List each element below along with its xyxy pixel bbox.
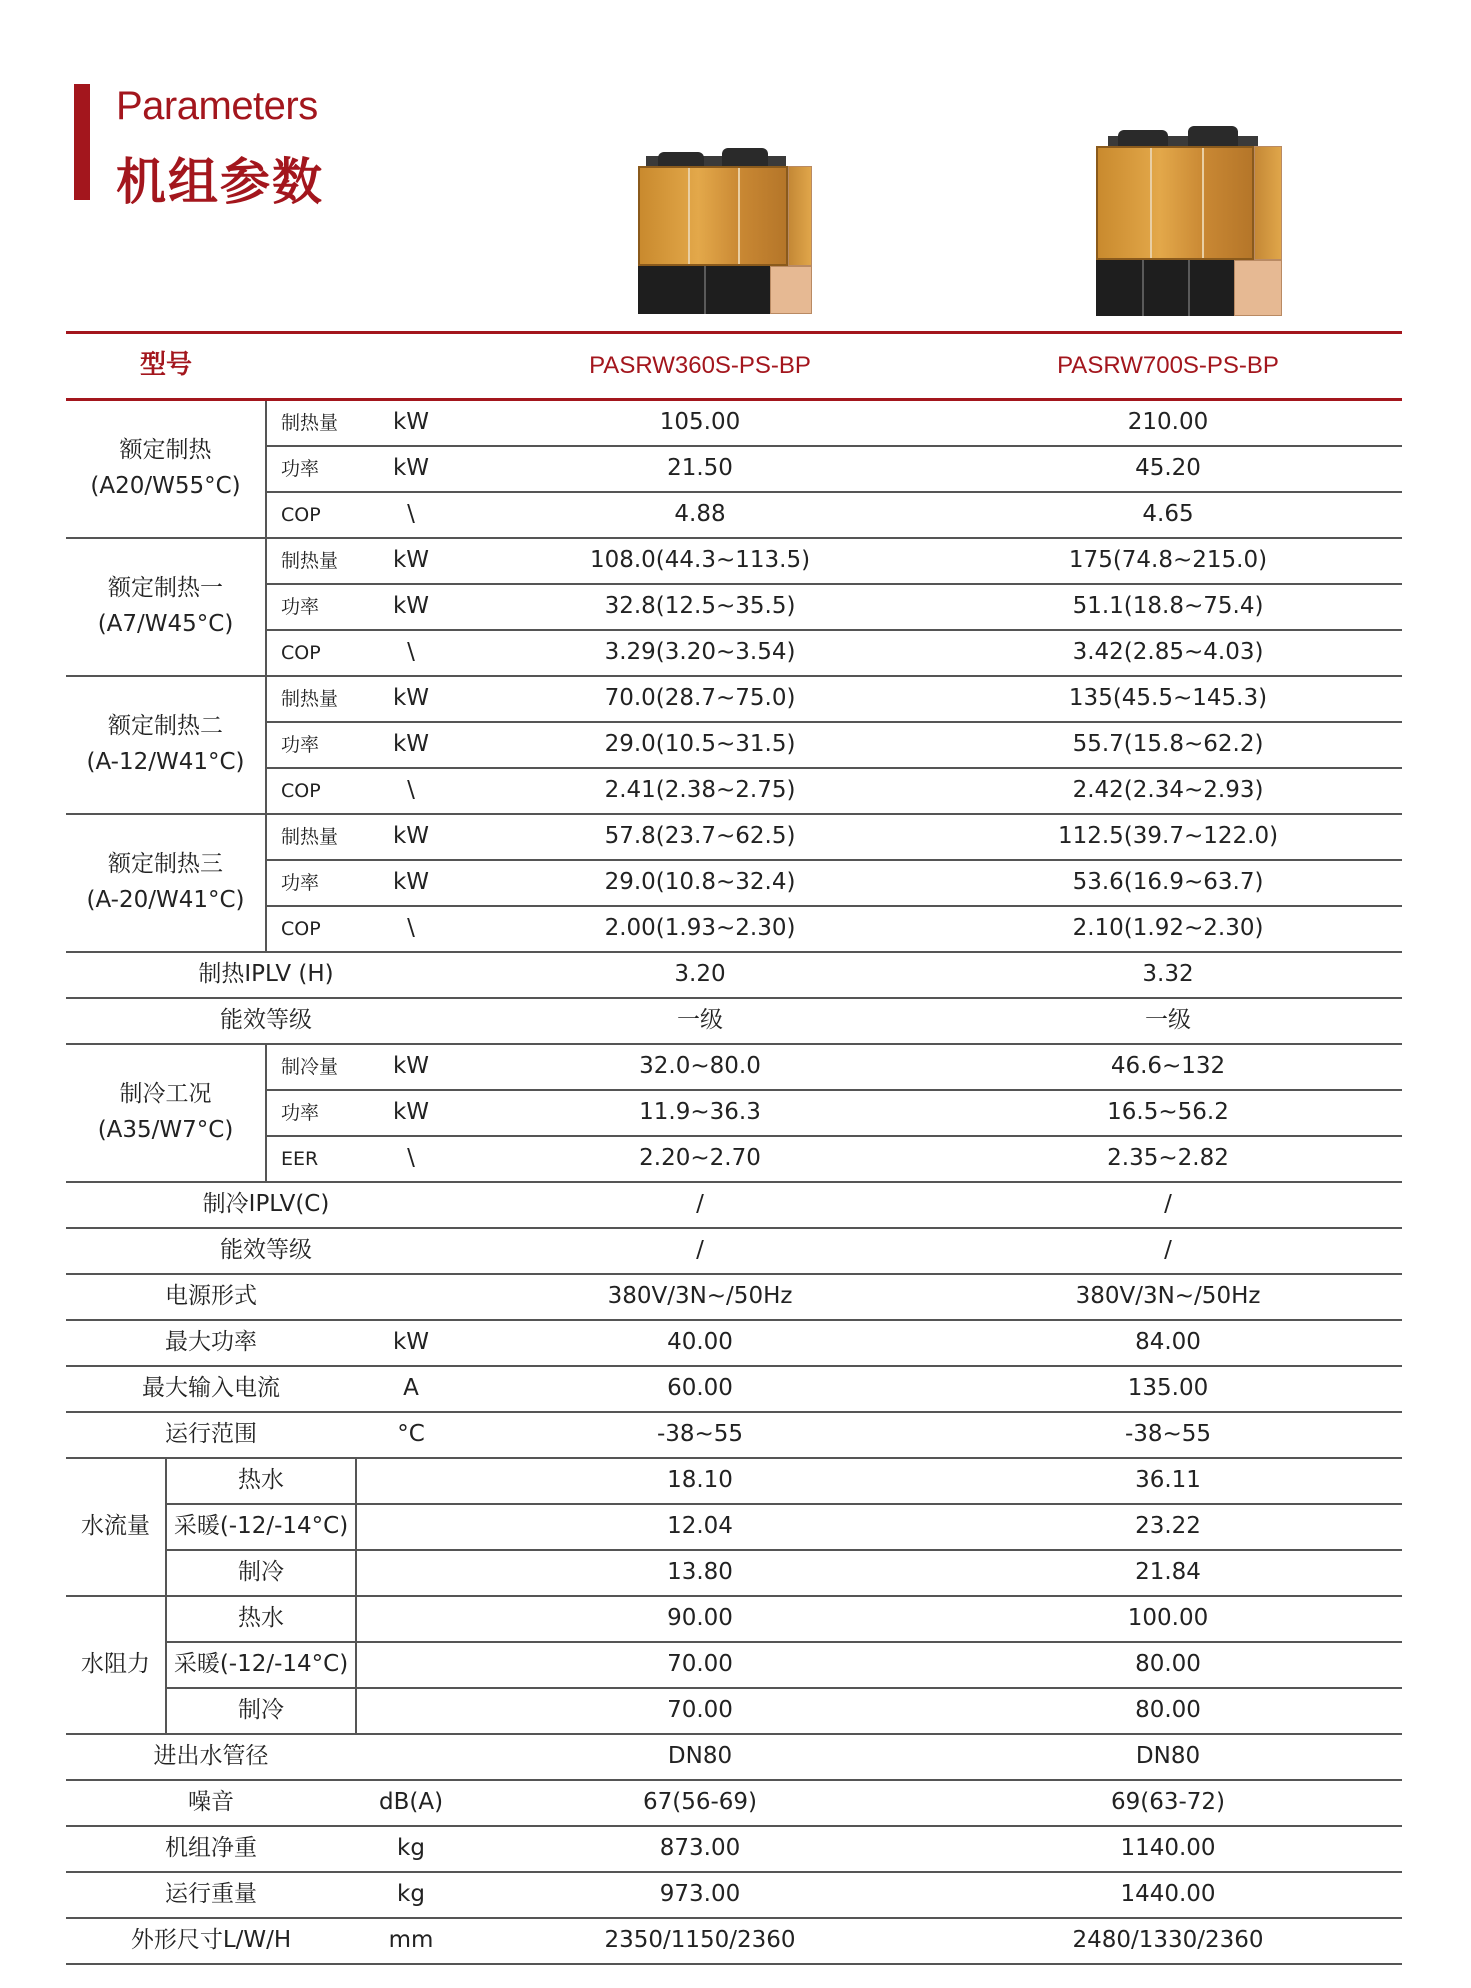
row-label: 外形尺寸L/W/H bbox=[66, 1918, 356, 1964]
value-model-2: -38~55 bbox=[934, 1412, 1402, 1458]
group-name: 额定制热三 bbox=[108, 851, 223, 878]
value-model-1: -38~55 bbox=[466, 1412, 934, 1458]
group-name: 额定制热一 bbox=[108, 575, 223, 602]
row-unit: kg bbox=[356, 1826, 466, 1872]
row-item: 功率 bbox=[266, 722, 356, 768]
row-unit: \ bbox=[356, 1136, 466, 1182]
row-item: 制热量 bbox=[266, 538, 356, 584]
table-row bbox=[66, 1366, 1402, 1412]
table-row bbox=[66, 1044, 1402, 1090]
group-condition: (A35/W7°C) bbox=[97, 1117, 234, 1143]
table-row bbox=[66, 998, 1402, 1044]
table-row bbox=[66, 1780, 1402, 1826]
table-row bbox=[66, 952, 1402, 998]
row-label: 运行范围 bbox=[66, 1412, 356, 1458]
table-row bbox=[66, 1136, 1402, 1182]
row-unit: kW bbox=[356, 400, 466, 447]
value-model-2: 175(74.8~215.0) bbox=[934, 538, 1402, 584]
value-model-1: 3.20 bbox=[466, 952, 934, 998]
group-condition: (A-12/W41°C) bbox=[86, 749, 245, 775]
table-row bbox=[66, 1826, 1402, 1872]
table-row bbox=[66, 584, 1402, 630]
row-item: 制冷 bbox=[166, 1688, 356, 1734]
row-item: 功率 bbox=[266, 446, 356, 492]
row-unit: kW bbox=[356, 1090, 466, 1136]
value-model-2: / bbox=[934, 1182, 1402, 1228]
row-item: 热水 bbox=[166, 1458, 356, 1504]
page-title-cn: 机组参数 bbox=[116, 153, 324, 211]
value-model-2: DN80 bbox=[934, 1734, 1402, 1780]
value-model-1: 4.88 bbox=[466, 492, 934, 538]
row-label: 电源形式 bbox=[66, 1274, 356, 1320]
value-model-1: 12.04 bbox=[466, 1504, 934, 1550]
value-model-2: 80.00 bbox=[934, 1642, 1402, 1688]
value-model-2: 380V/3N~/50Hz bbox=[934, 1274, 1402, 1320]
value-model-1: 29.0(10.5~31.5) bbox=[466, 722, 934, 768]
table-row bbox=[66, 630, 1402, 676]
row-label: 制冷IPLV(C) bbox=[66, 1182, 466, 1228]
value-model-1: 40.00 bbox=[466, 1320, 934, 1366]
row-item: 制冷 bbox=[166, 1550, 356, 1596]
row-unit: kW bbox=[356, 538, 466, 584]
value-model-2: 3.42(2.85~4.03) bbox=[934, 630, 1402, 676]
row-unit bbox=[356, 1274, 466, 1320]
table-row bbox=[66, 1412, 1402, 1458]
value-model-1: 21.50 bbox=[466, 446, 934, 492]
table-row bbox=[66, 860, 1402, 906]
value-model-1: 70.00 bbox=[466, 1688, 934, 1734]
value-model-2: 3.32 bbox=[934, 952, 1402, 998]
row-label: 进出水管径 bbox=[66, 1734, 356, 1780]
row-unit: kW bbox=[356, 584, 466, 630]
row-item: 功率 bbox=[266, 584, 356, 630]
value-model-1: 2350/1150/2360 bbox=[466, 1918, 934, 1964]
table-row bbox=[66, 1504, 1402, 1550]
row-item: COP bbox=[266, 906, 356, 952]
value-model-1: / bbox=[466, 1228, 934, 1274]
row-label: 运行重量 bbox=[66, 1872, 356, 1918]
page-title-en: Parameters bbox=[116, 84, 318, 128]
table-row bbox=[66, 1918, 1402, 1964]
unit-image-pasrw360 bbox=[630, 148, 816, 318]
value-model-1: 29.0(10.8~32.4) bbox=[466, 860, 934, 906]
group-condition: (A7/W45°C) bbox=[97, 611, 234, 637]
value-model-1: 108.0(44.3~113.5) bbox=[466, 538, 934, 584]
group-label bbox=[66, 1044, 266, 1182]
value-model-2: 21.84 bbox=[934, 1550, 1402, 1596]
group-label bbox=[66, 400, 266, 539]
value-model-1: 380V/3N~/50Hz bbox=[466, 1274, 934, 1320]
value-model-1: 11.9~36.3 bbox=[466, 1090, 934, 1136]
table-row bbox=[66, 1642, 1402, 1688]
row-item: 采暖(-12/-14°C) bbox=[166, 1642, 356, 1688]
row-item: COP bbox=[266, 630, 356, 676]
row-unit: kg bbox=[356, 1872, 466, 1918]
value-model-2: 2.35~2.82 bbox=[934, 1136, 1402, 1182]
table-row bbox=[66, 814, 1402, 860]
table-row bbox=[66, 1458, 1402, 1504]
group-label: 水流量 bbox=[66, 1458, 166, 1596]
row-unit: dB(A) bbox=[356, 1780, 466, 1826]
value-model-2: 45.20 bbox=[934, 446, 1402, 492]
row-label: 制热IPLV (H) bbox=[66, 952, 466, 998]
row-unit: kW bbox=[356, 1320, 466, 1366]
value-model-2: 4.65 bbox=[934, 492, 1402, 538]
value-model-2: 1140.00 bbox=[934, 1826, 1402, 1872]
value-model-2: 2480/1330/2360 bbox=[934, 1918, 1402, 1964]
row-unit bbox=[356, 1734, 466, 1780]
row-item: 功率 bbox=[266, 860, 356, 906]
model-label: 型号 bbox=[66, 333, 266, 400]
row-label: 能效等级 bbox=[66, 1228, 466, 1274]
value-model-2: 23.22 bbox=[934, 1504, 1402, 1550]
table-row bbox=[66, 1550, 1402, 1596]
row-item: COP bbox=[266, 768, 356, 814]
value-model-1: / bbox=[466, 1182, 934, 1228]
value-model-2: 2.42(2.34~2.93) bbox=[934, 768, 1402, 814]
value-model-1: 3.29(3.20~3.54) bbox=[466, 630, 934, 676]
value-model-2: 135(45.5~145.3) bbox=[934, 676, 1402, 722]
value-model-1: 一级 bbox=[466, 998, 934, 1044]
title-accent-bar bbox=[74, 84, 90, 200]
table-row bbox=[66, 1274, 1402, 1320]
table-row bbox=[66, 906, 1402, 952]
value-model-2: 1440.00 bbox=[934, 1872, 1402, 1918]
value-model-1: 2.41(2.38~2.75) bbox=[466, 768, 934, 814]
value-model-1: 70.0(28.7~75.0) bbox=[466, 676, 934, 722]
table-row bbox=[66, 1182, 1402, 1228]
model-row bbox=[66, 333, 1402, 400]
row-unit: \ bbox=[356, 630, 466, 676]
row-unit: \ bbox=[356, 906, 466, 952]
row-unit: A bbox=[356, 1366, 466, 1412]
model-name-1: PASRW360S-PS-BP bbox=[466, 333, 934, 400]
value-model-1: 67(56-69) bbox=[466, 1780, 934, 1826]
value-model-1: 105.00 bbox=[466, 400, 934, 447]
row-unit: kW bbox=[356, 814, 466, 860]
value-model-2: 2.10(1.92~2.30) bbox=[934, 906, 1402, 952]
value-model-1: 873.00 bbox=[466, 1826, 934, 1872]
value-model-1: 13.80 bbox=[466, 1550, 934, 1596]
table-row bbox=[66, 768, 1402, 814]
row-unit: kW bbox=[356, 722, 466, 768]
value-model-2: 210.00 bbox=[934, 400, 1402, 447]
value-model-2: 51.1(18.8~75.4) bbox=[934, 584, 1402, 630]
value-model-1: 57.8(23.7~62.5) bbox=[466, 814, 934, 860]
row-item: 制冷量 bbox=[266, 1044, 356, 1090]
row-unit: kW bbox=[356, 1044, 466, 1090]
row-unit: kW bbox=[356, 676, 466, 722]
value-model-1: 2.00(1.93~2.30) bbox=[466, 906, 934, 952]
row-unit: \ bbox=[356, 768, 466, 814]
table-row bbox=[66, 1688, 1402, 1734]
parameters-table bbox=[66, 331, 1402, 1965]
value-model-2: 69(63-72) bbox=[934, 1780, 1402, 1826]
value-model-2: 46.6~132 bbox=[934, 1044, 1402, 1090]
unit-image-pasrw700 bbox=[1088, 126, 1288, 320]
row-item: EER bbox=[266, 1136, 356, 1182]
table-row bbox=[66, 400, 1402, 447]
value-model-2: 112.5(39.7~122.0) bbox=[934, 814, 1402, 860]
row-item: 制热量 bbox=[266, 676, 356, 722]
row-item: 热水 bbox=[166, 1596, 356, 1642]
value-model-2: / bbox=[934, 1228, 1402, 1274]
group-condition: (A20/W55°C) bbox=[90, 473, 241, 499]
table-row bbox=[66, 722, 1402, 768]
row-label: 最大功率 bbox=[66, 1320, 356, 1366]
table-row bbox=[66, 538, 1402, 584]
table-row bbox=[66, 676, 1402, 722]
model-name-2: PASRW700S-PS-BP bbox=[934, 333, 1402, 400]
group-label bbox=[66, 814, 266, 952]
value-model-2: 100.00 bbox=[934, 1596, 1402, 1642]
value-model-2: 16.5~56.2 bbox=[934, 1090, 1402, 1136]
value-model-2: 一级 bbox=[934, 998, 1402, 1044]
row-label: 最大输入电流 bbox=[66, 1366, 356, 1412]
row-item: COP bbox=[266, 492, 356, 538]
row-label: 机组净重 bbox=[66, 1826, 356, 1872]
group-label bbox=[66, 538, 266, 676]
value-model-1: 18.10 bbox=[466, 1458, 934, 1504]
group-name: 额定制热 bbox=[119, 437, 212, 464]
value-model-1: 32.8(12.5~35.5) bbox=[466, 584, 934, 630]
row-item: 功率 bbox=[266, 1090, 356, 1136]
row-label: 噪音 bbox=[66, 1780, 356, 1826]
value-model-1: 2.20~2.70 bbox=[466, 1136, 934, 1182]
table-row bbox=[66, 446, 1402, 492]
table-row bbox=[66, 1734, 1402, 1780]
table-row bbox=[66, 492, 1402, 538]
table-row bbox=[66, 1596, 1402, 1642]
value-model-1: 70.00 bbox=[466, 1642, 934, 1688]
row-unit: kW bbox=[356, 446, 466, 492]
row-item: 制热量 bbox=[266, 814, 356, 860]
table-row bbox=[66, 1320, 1402, 1366]
value-model-2: 53.6(16.9~63.7) bbox=[934, 860, 1402, 906]
value-model-2: 84.00 bbox=[934, 1320, 1402, 1366]
row-item: 制热量 bbox=[266, 400, 356, 447]
table-row bbox=[66, 1872, 1402, 1918]
row-unit: °C bbox=[356, 1412, 466, 1458]
row-unit: kW bbox=[356, 860, 466, 906]
value-model-1: 90.00 bbox=[466, 1596, 934, 1642]
value-model-2: 135.00 bbox=[934, 1366, 1402, 1412]
value-model-1: DN80 bbox=[466, 1734, 934, 1780]
value-model-1: 973.00 bbox=[466, 1872, 934, 1918]
group-label bbox=[66, 676, 266, 814]
value-model-2: 36.11 bbox=[934, 1458, 1402, 1504]
group-label: 水阻力 bbox=[66, 1596, 166, 1734]
value-model-2: 80.00 bbox=[934, 1688, 1402, 1734]
row-label: 能效等级 bbox=[66, 998, 466, 1044]
group-name: 制冷工况 bbox=[119, 1081, 212, 1108]
table-row bbox=[66, 1228, 1402, 1274]
row-item: 采暖(-12/-14°C) bbox=[166, 1504, 356, 1550]
value-model-1: 60.00 bbox=[466, 1366, 934, 1412]
row-unit: \ bbox=[356, 492, 466, 538]
group-name: 额定制热二 bbox=[108, 713, 223, 740]
value-model-1: 32.0~80.0 bbox=[466, 1044, 934, 1090]
value-model-2: 55.7(15.8~62.2) bbox=[934, 722, 1402, 768]
row-unit: mm bbox=[356, 1918, 466, 1964]
table-row bbox=[66, 1090, 1402, 1136]
group-condition: (A-20/W41°C) bbox=[86, 887, 245, 913]
